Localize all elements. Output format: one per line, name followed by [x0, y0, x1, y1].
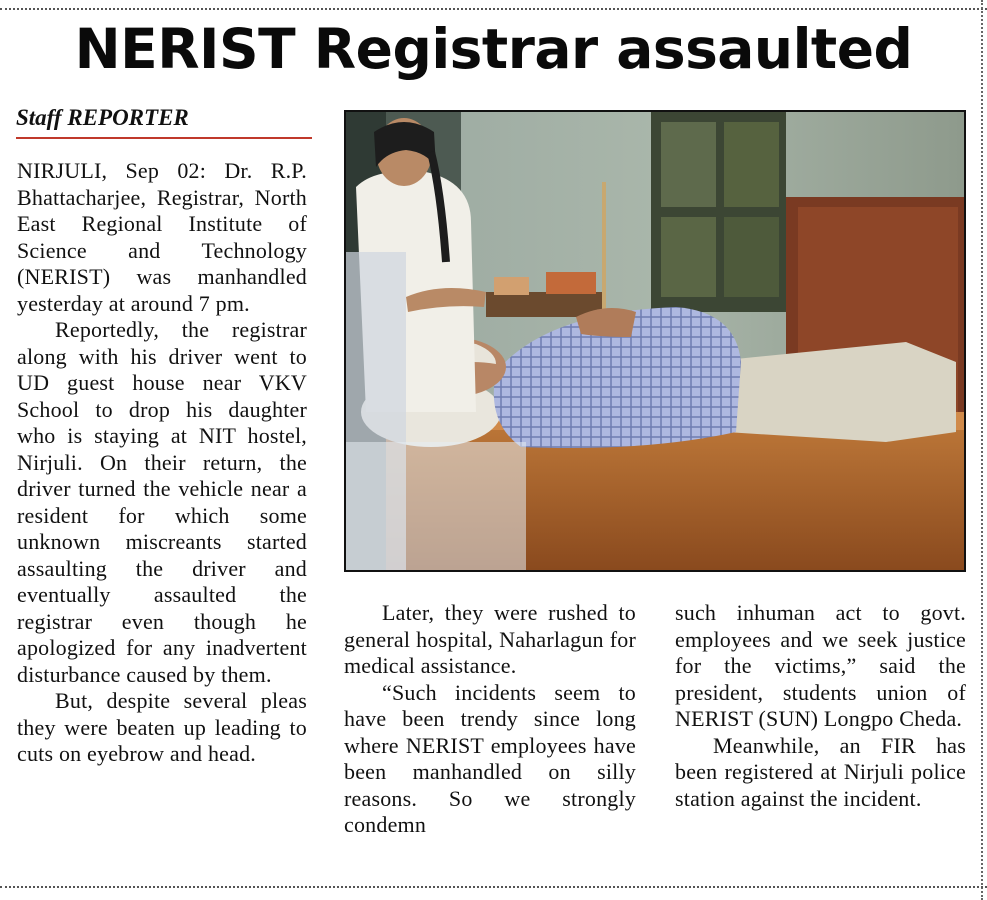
- paragraph: such inhuman act to govt. employees and we seek justice for the victims,” said the president, students union of NERIST (SUN) Longpo Cheda.: [675, 600, 966, 731]
- paragraph: But, despite several pleas they were beaten up leading to cuts on eyebrow and head.: [17, 688, 307, 766]
- paragraph: Reportedly, the registrar along with his driver went to UD guest house near VKV School to drop his daughter who is staying at NIT hostel, Nirjuli. On their return, the driver turned the vehicle near a resident for which some unknown miscreants started assaulting the driver and eventually assaulted the registrar even though he apologized for any inadvertent disturbance caused by them.: [17, 317, 307, 687]
- paragraph: “Such incidents seem to have been trendy since long where NERIST employees have been manhandled on silly reasons. So we strongly condemn: [344, 679, 636, 837]
- photo-illustration: [346, 112, 964, 570]
- paragraph: NIRJULI, Sep 02: Dr. R.P. Bhattacharjee, Registrar, North East Regional Institute of Science and Technology (NERIST) was manhandled yesterday at around 7 pm.: [17, 158, 307, 316]
- paragraph: Meanwhile, an FIR has been registered at Nirjuli police station against the incident.: [675, 732, 966, 811]
- headline: NERIST Registrar assaulted: [74, 17, 913, 81]
- right-dotted-rule: [981, 0, 983, 900]
- top-dotted-rule: [0, 8, 987, 10]
- article-column-1: [17, 158, 307, 768]
- byline: Staff REPORTER: [16, 104, 312, 139]
- article-column-3: [675, 600, 966, 812]
- news-photo: [344, 110, 966, 572]
- bottom-dotted-rule: [0, 886, 987, 888]
- paragraph: Later, they were rushed to general hospital, Naharlagun for medical assistance.: [344, 600, 636, 678]
- article-column-2: [344, 600, 636, 839]
